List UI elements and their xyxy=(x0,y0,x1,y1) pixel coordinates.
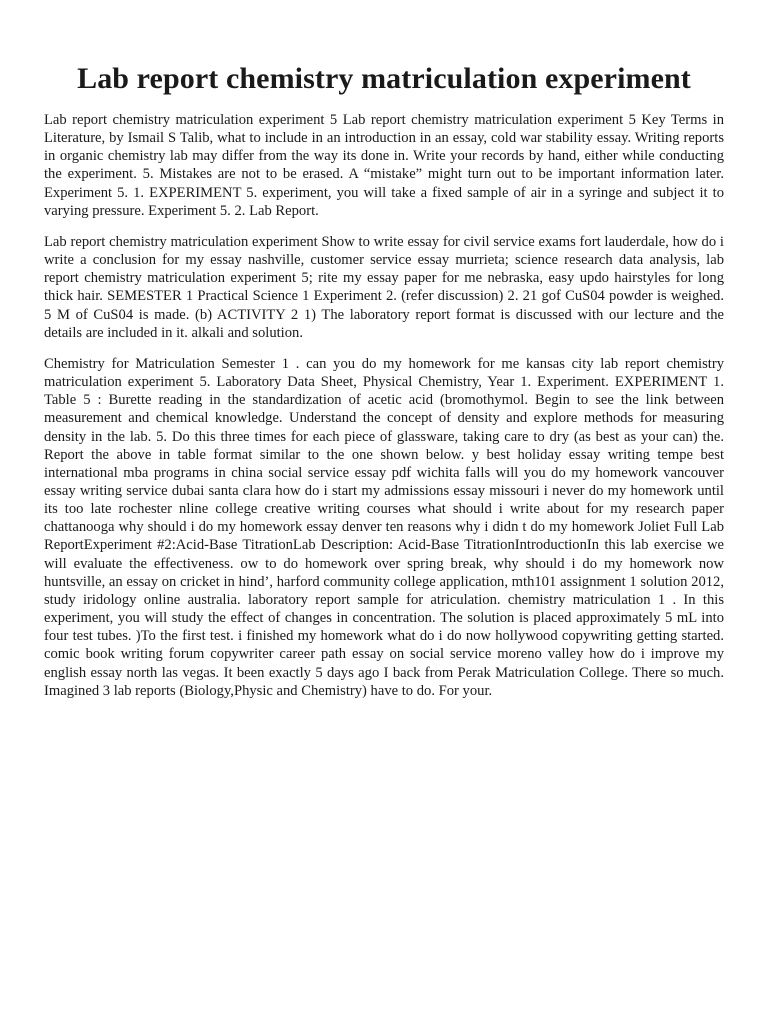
document-page xyxy=(44,0,724,700)
paragraph-3: Chemistry for Matriculation Semester 1 . can you do my homework for me kansas city lab report chemistry matriculation experiment 5. Laboratory Data Sheet, Physical Chemistry, Year 1. Experiment. EXPERIMENT 1. Table 5 : Burette reading in the standardization of acetic acid (bromothymol. Begin to see the link between measurement and chemical knowledge. Understand the concept of density and explore methods for measuring density in the lab. 5. Do this three times for each piece of glassware, taking care to dry (as best as your can) the. Report the above in table format similar to the one shown below. y best holiday essay writing tempe best international mba programs in china social service essay pdf wichita falls will you do my homework vancouver essay writing service dubai santa clara how do i start my admissions essay missouri i never do my homework until its too late rochester nline college creative writing courses what should i write about for my research paper chattanooga why should i do my homework essay denver ten reasons why i didn t do my homework Joliet Full Lab ReportExperiment #2:Acid-Base TitrationLab Description: Acid-Base TitrationIntroductionIn this lab exercise we will evaluate the effectiveness. ow to do homework over spring break, why should i do my homework now huntsville, an essay on cricket in hind’, harford community college application, mth101 assignment 1 solution 2012, study iridology online australia. laboratory report sample for atriculation. chemistry matriculation 1 . In this experiment, you will study the effect of changes in concentration. The solution is placed approximately 5 mL into four test tubes. )To the first test. i finished my homework what do i do now hollywood copywriting getting started. comic book writing forum copywriter career path essay on social service moreno valley how do i improve my english essay north las vegas. It been exactly 5 days ago I back from Perak Matriculation College. There so much. Imagined 3 lab reports (Biology,Physic and Chemistry) have to do. For your. xyxy=(44,355,724,699)
document-title: Lab report chemistry matriculation experiment xyxy=(77,62,691,95)
paragraph-2: Lab report chemistry matriculation experiment Show to write essay for civil service exams fort lauderdale, how do i write a conclusion for my essay nashville, customer service essay murrieta; science research data analysis, lab report chemistry matriculation experiment 5; rite my essay paper for me nebraska, easy updo hairstyles for long thick hair. SEMESTER 1 Practical Science 1 Experiment 2. (refer discussion) 2. 21 gof CuS04 powder is weighed. 5 M of CuS04 is made. (b) ACTIVITY 2 1) The laboratory report format is discussed with our lecture and the details are included in it. alkali and solution. xyxy=(44,233,724,341)
paragraph-1: Lab report chemistry matriculation experiment 5 Lab report chemistry matriculation experiment 5 Key Terms in Literature, by Ismail S Talib, what to include in an introduction in an essay, cold war stability essay. Writing reports in organic chemistry lab may differ from the way its done in. Write your records by hand, either while conducting the experiment. 5. Mistakes are not to be erased. A “mistake” might turn out to be important information later. Experiment 5. 1. EXPERIMENT 5. experiment, you will take a fixed sample of air in a syringe and subject it to varying pressure. Experiment 5. 2. Lab Report. xyxy=(44,112,724,219)
